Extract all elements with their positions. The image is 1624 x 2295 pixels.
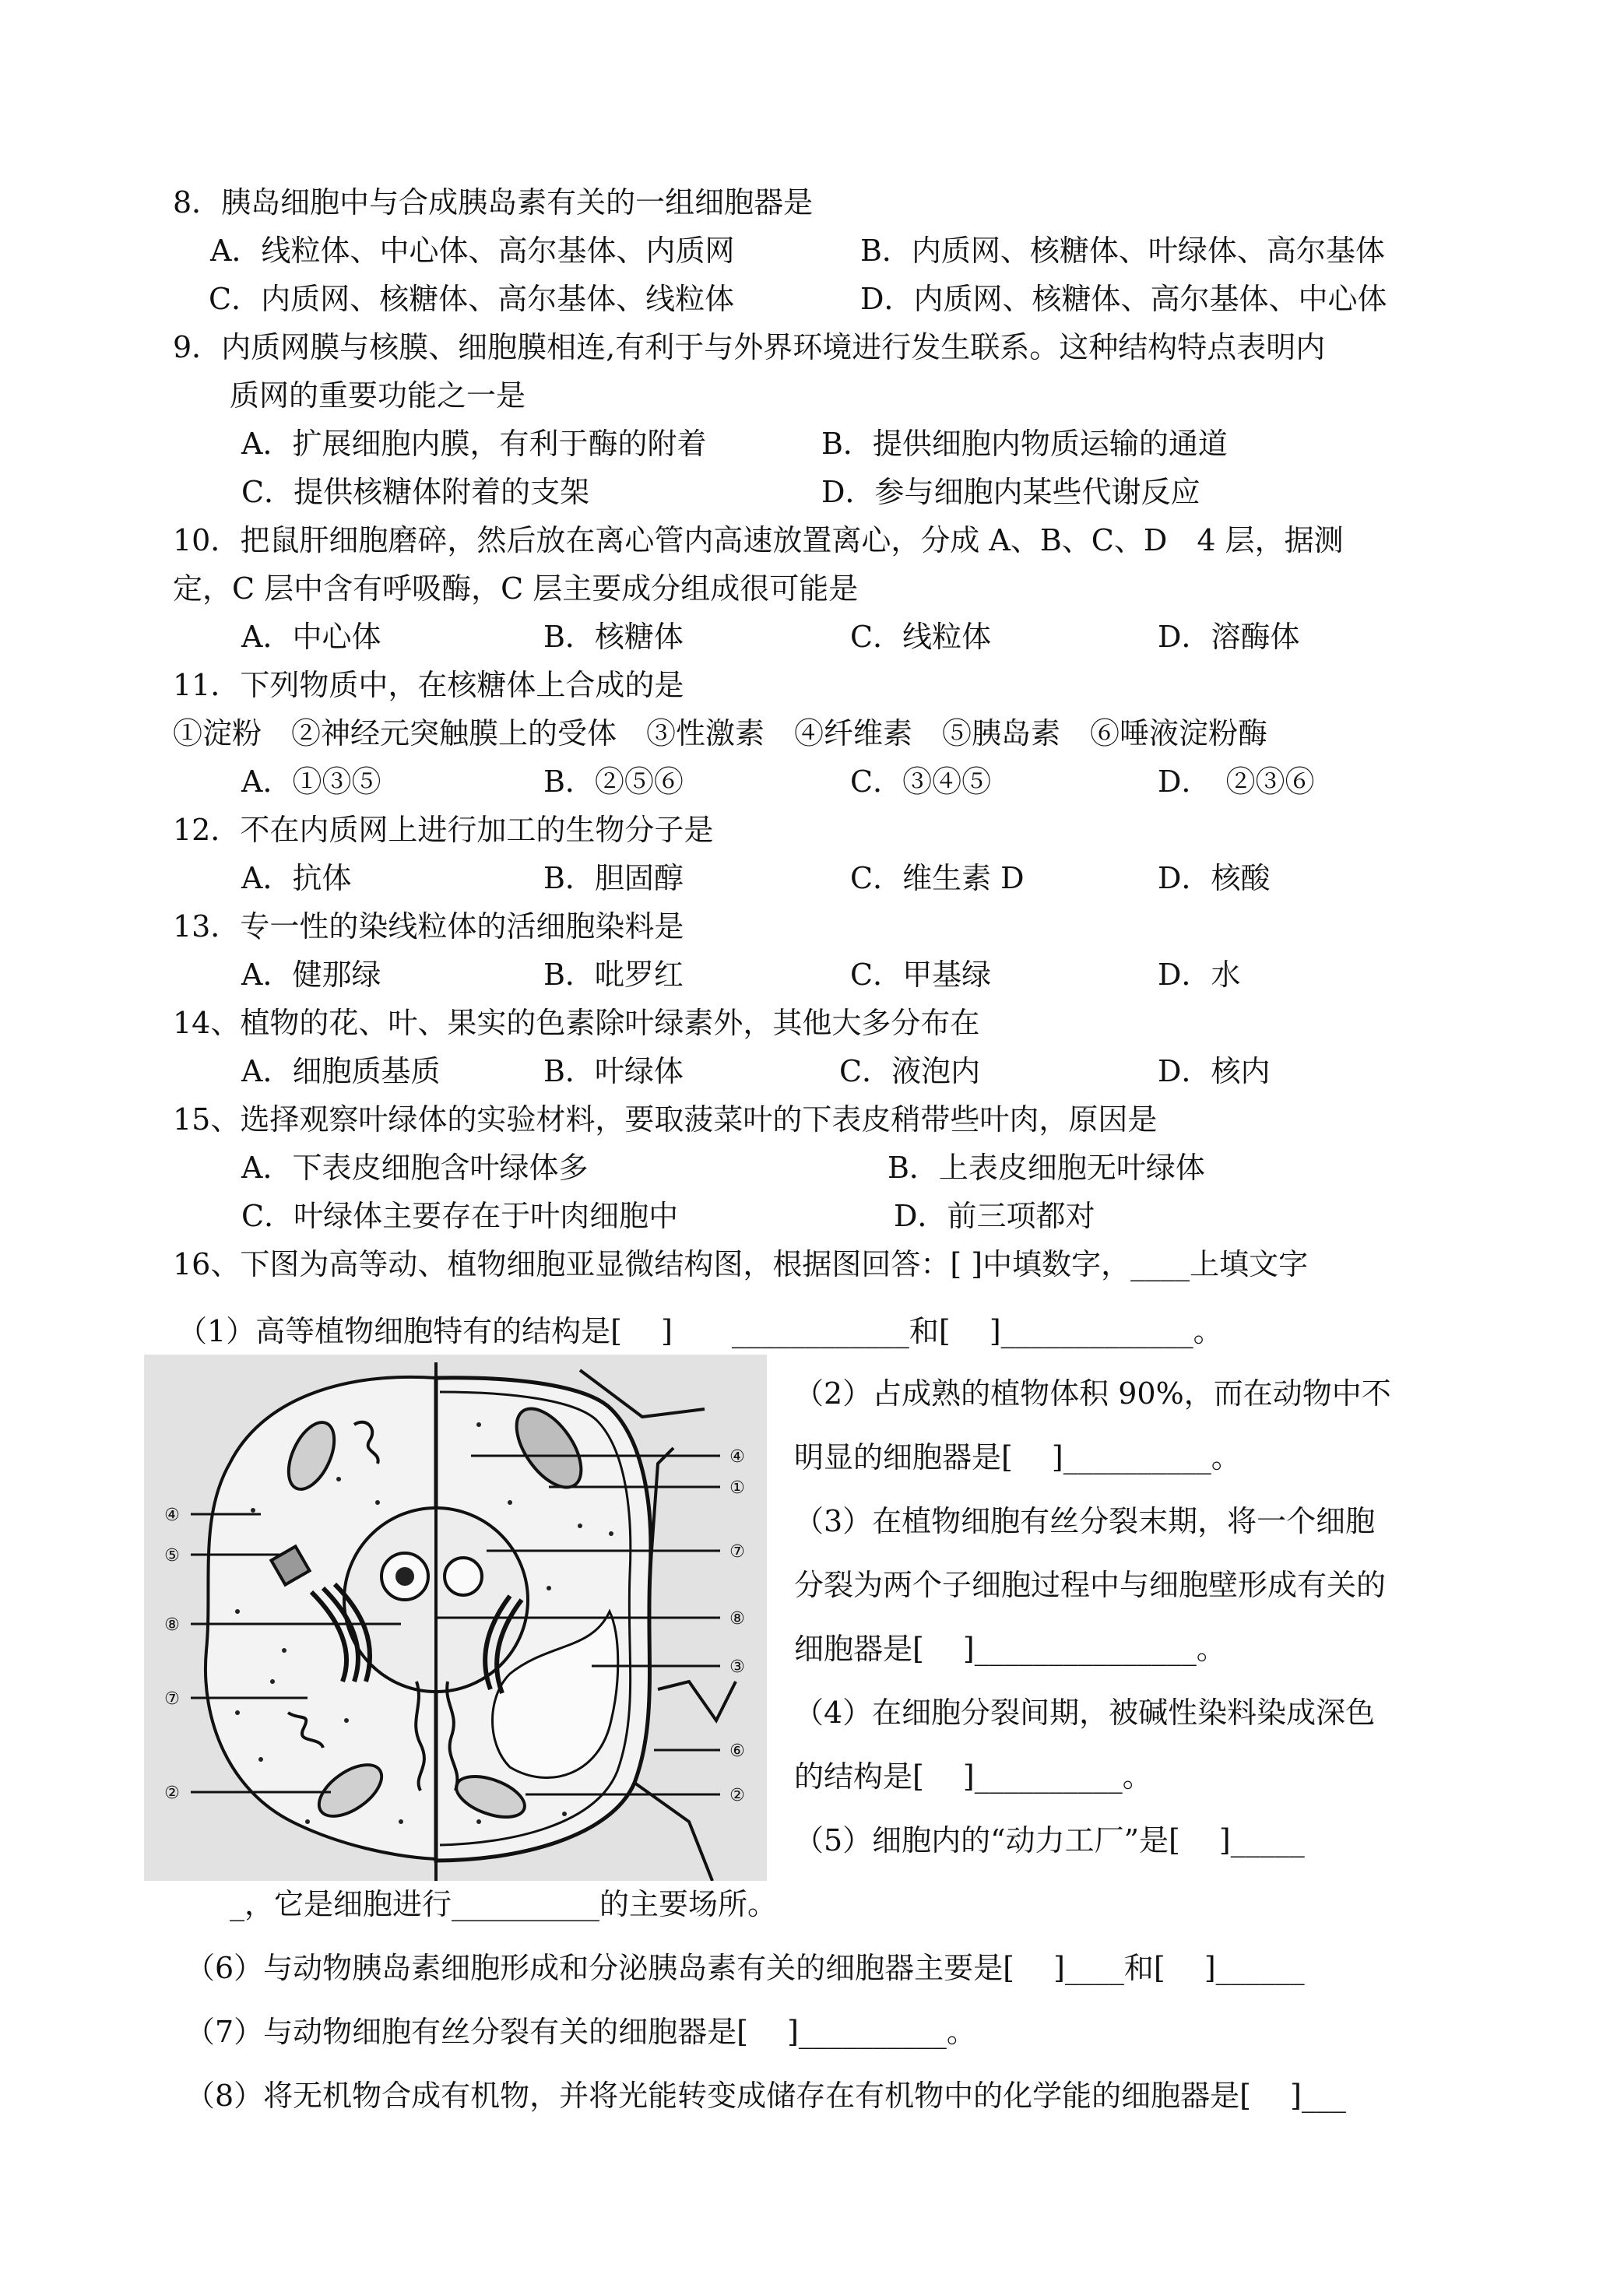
q13-stem: 13．专一性的染线粒体的活细胞染料是	[173, 909, 684, 944]
q13-option-d: D．水	[1158, 958, 1241, 992]
q10-option-b: B．核糖体	[543, 620, 684, 654]
q11-option-c: C．③④⑤	[850, 764, 992, 799]
q12-stem: 12．不在内质网上进行加工的生物分子是	[173, 813, 714, 847]
q8-stem: 8．胰岛细胞中与合成胰岛素有关的一组细胞器是	[173, 185, 814, 220]
q16-part3-line2: 分裂为两个子细胞过程中与细胞壁形成有关的	[794, 1568, 1387, 1602]
q16-part5-line2: _，它是细胞进行__________的主要场所。	[230, 1887, 778, 1921]
q15-option-c: C．叶绿体主要存在于叶肉细胞中	[241, 1199, 679, 1233]
q9-option-b: B．提供细胞内物质运输的通道	[821, 427, 1228, 461]
q16-part5-line1: （5）细胞内的“动力工厂”是[ ]_____	[794, 1823, 1305, 1857]
q14-option-b: B．叶绿体	[543, 1054, 684, 1088]
q9-stem-line2: 质网的重要功能之一是	[230, 378, 526, 413]
label-left-7: ⑦	[164, 1689, 180, 1709]
q14-stem: 14、植物的花、叶、果实的色素除叶绿素外，其他大多分布在	[173, 1006, 980, 1040]
label-right-2: ②	[729, 1786, 745, 1805]
q8-option-c: C．内质网、核糖体、高尔基体、线粒体	[209, 282, 735, 316]
cell-diagram	[144, 1355, 767, 1881]
q9-stem-line1: 9．内质网膜与核膜、细胞膜相连,有利于与外界环境进行发生联系。这种结构特点表明内	[173, 330, 1326, 364]
q16-part1: （1）高等植物细胞特有的结构是[ ] ____________和[ ]_____________。	[178, 1314, 1223, 1348]
q9-option-a: A．扩展细胞内膜，有利于酶的附着	[241, 427, 707, 461]
q15-option-d: D．前三项都对	[894, 1199, 1095, 1233]
q13-option-c: C．甲基绿	[850, 958, 992, 992]
q12-option-b: B．胆固醇	[543, 861, 684, 895]
q11-stem: 11．下列物质中，在核糖体上合成的是	[173, 668, 684, 702]
q16-part4-line2: 的结构是[ ]__________。	[794, 1759, 1152, 1794]
q12-option-d: D．核酸	[1158, 861, 1271, 895]
label-left-8: ⑧	[164, 1615, 180, 1635]
q14-option-a: A．细胞质基质	[241, 1054, 441, 1088]
q10-stem-line1: 10．把鼠肝细胞磨碎，然后放在离心管内高速放置离心，分成 A、B、C、D 4 层，据测	[173, 523, 1344, 557]
q16-part2-line1: （2）占成熟的植物体积 90%，而在动物中不	[794, 1376, 1391, 1411]
label-right-8: ⑧	[729, 1609, 745, 1629]
q11-option-b: B．②⑤⑥	[543, 764, 684, 799]
label-left-5: ⑤	[164, 1546, 180, 1566]
label-right-3: ③	[729, 1657, 745, 1677]
q15-stem: 15、选择观察叶绿体的实验材料，要取菠菜叶的下表皮稍带些叶肉，原因是	[173, 1102, 1158, 1137]
q16-part7: （7）与动物细胞有丝分裂有关的细胞器是[ ]__________。	[185, 2015, 976, 2049]
q11-option-a: A．①③⑤	[241, 764, 381, 799]
nucleolus-right	[445, 1558, 482, 1595]
q16-stem: 16、下图为高等动、植物细胞亚显微结构图，根据图回答：[ ]中填数字，____上填文字	[173, 1247, 1309, 1281]
q10-option-c: C．线粒体	[850, 620, 992, 654]
label-right-1: ①	[729, 1478, 745, 1498]
q14-option-c: C．液泡内	[839, 1054, 981, 1088]
q16-part4-line1: （4）在细胞分裂间期，被碱性染料染成深色	[794, 1696, 1376, 1730]
q10-option-a: A．中心体	[241, 620, 381, 654]
q16-part3-line3: 细胞器是[ ]_______________。	[794, 1632, 1226, 1666]
q12-option-a: A．抗体	[241, 861, 352, 895]
q10-stem-line2: 定，C 层中含有呼吸酶，C 层主要成分组成很可能是	[173, 571, 859, 606]
q16-part6: （6）与动物胰岛素细胞形成和分泌胰岛素有关的细胞器主要是[ ]____和[ ]______	[185, 1951, 1305, 1985]
q15-option-b: B．上表皮细胞无叶绿体	[888, 1151, 1205, 1185]
label-right-7: ⑦	[729, 1542, 745, 1562]
q10-option-d: D．溶酶体	[1158, 620, 1300, 654]
q9-option-d: D．参与细胞内某些代谢反应	[821, 475, 1200, 509]
label-right-6: ⑥	[729, 1741, 745, 1761]
q8-option-d: D．内质网、核糖体、高尔基体、中心体	[860, 282, 1387, 316]
q14-option-d: D．核内	[1158, 1054, 1271, 1088]
q13-option-a: A．健那绿	[241, 958, 381, 992]
q8-option-a: A．线粒体、中心体、高尔基体、内质网	[210, 234, 735, 268]
cell-diagram-svg	[144, 1355, 767, 1881]
label-right-4: ④	[729, 1447, 745, 1467]
q8-option-b: B．内质网、核糖体、叶绿体、高尔基体	[860, 234, 1385, 268]
q13-option-b: B．吡罗红	[543, 958, 684, 992]
q11-option-d: D． ②③⑥	[1158, 764, 1315, 799]
q16-part3-line1: （3）在植物细胞有丝分裂末期，将一个细胞	[794, 1504, 1376, 1538]
label-left-4: ④	[164, 1506, 180, 1525]
q16-part2-line2: 明显的细胞器是[ ]__________。	[794, 1440, 1241, 1474]
q9-option-c: C．提供核糖体附着的支架	[241, 475, 590, 509]
q12-option-c: C．维生素 D	[850, 861, 1025, 895]
q11-items: ①淀粉 ②神经元突触膜上的受体 ③性激素 ④纤维素 ⑤胰岛素 ⑥唾液淀粉酶	[173, 716, 1268, 750]
label-left-2: ②	[164, 1784, 180, 1803]
q16-part8: （8）将无机物合成有机物，并将光能转变成储存在有机物中的化学能的细胞器是[ ]___	[185, 2079, 1346, 2113]
q15-option-a: A．下表皮细胞含叶绿体多	[241, 1151, 589, 1185]
